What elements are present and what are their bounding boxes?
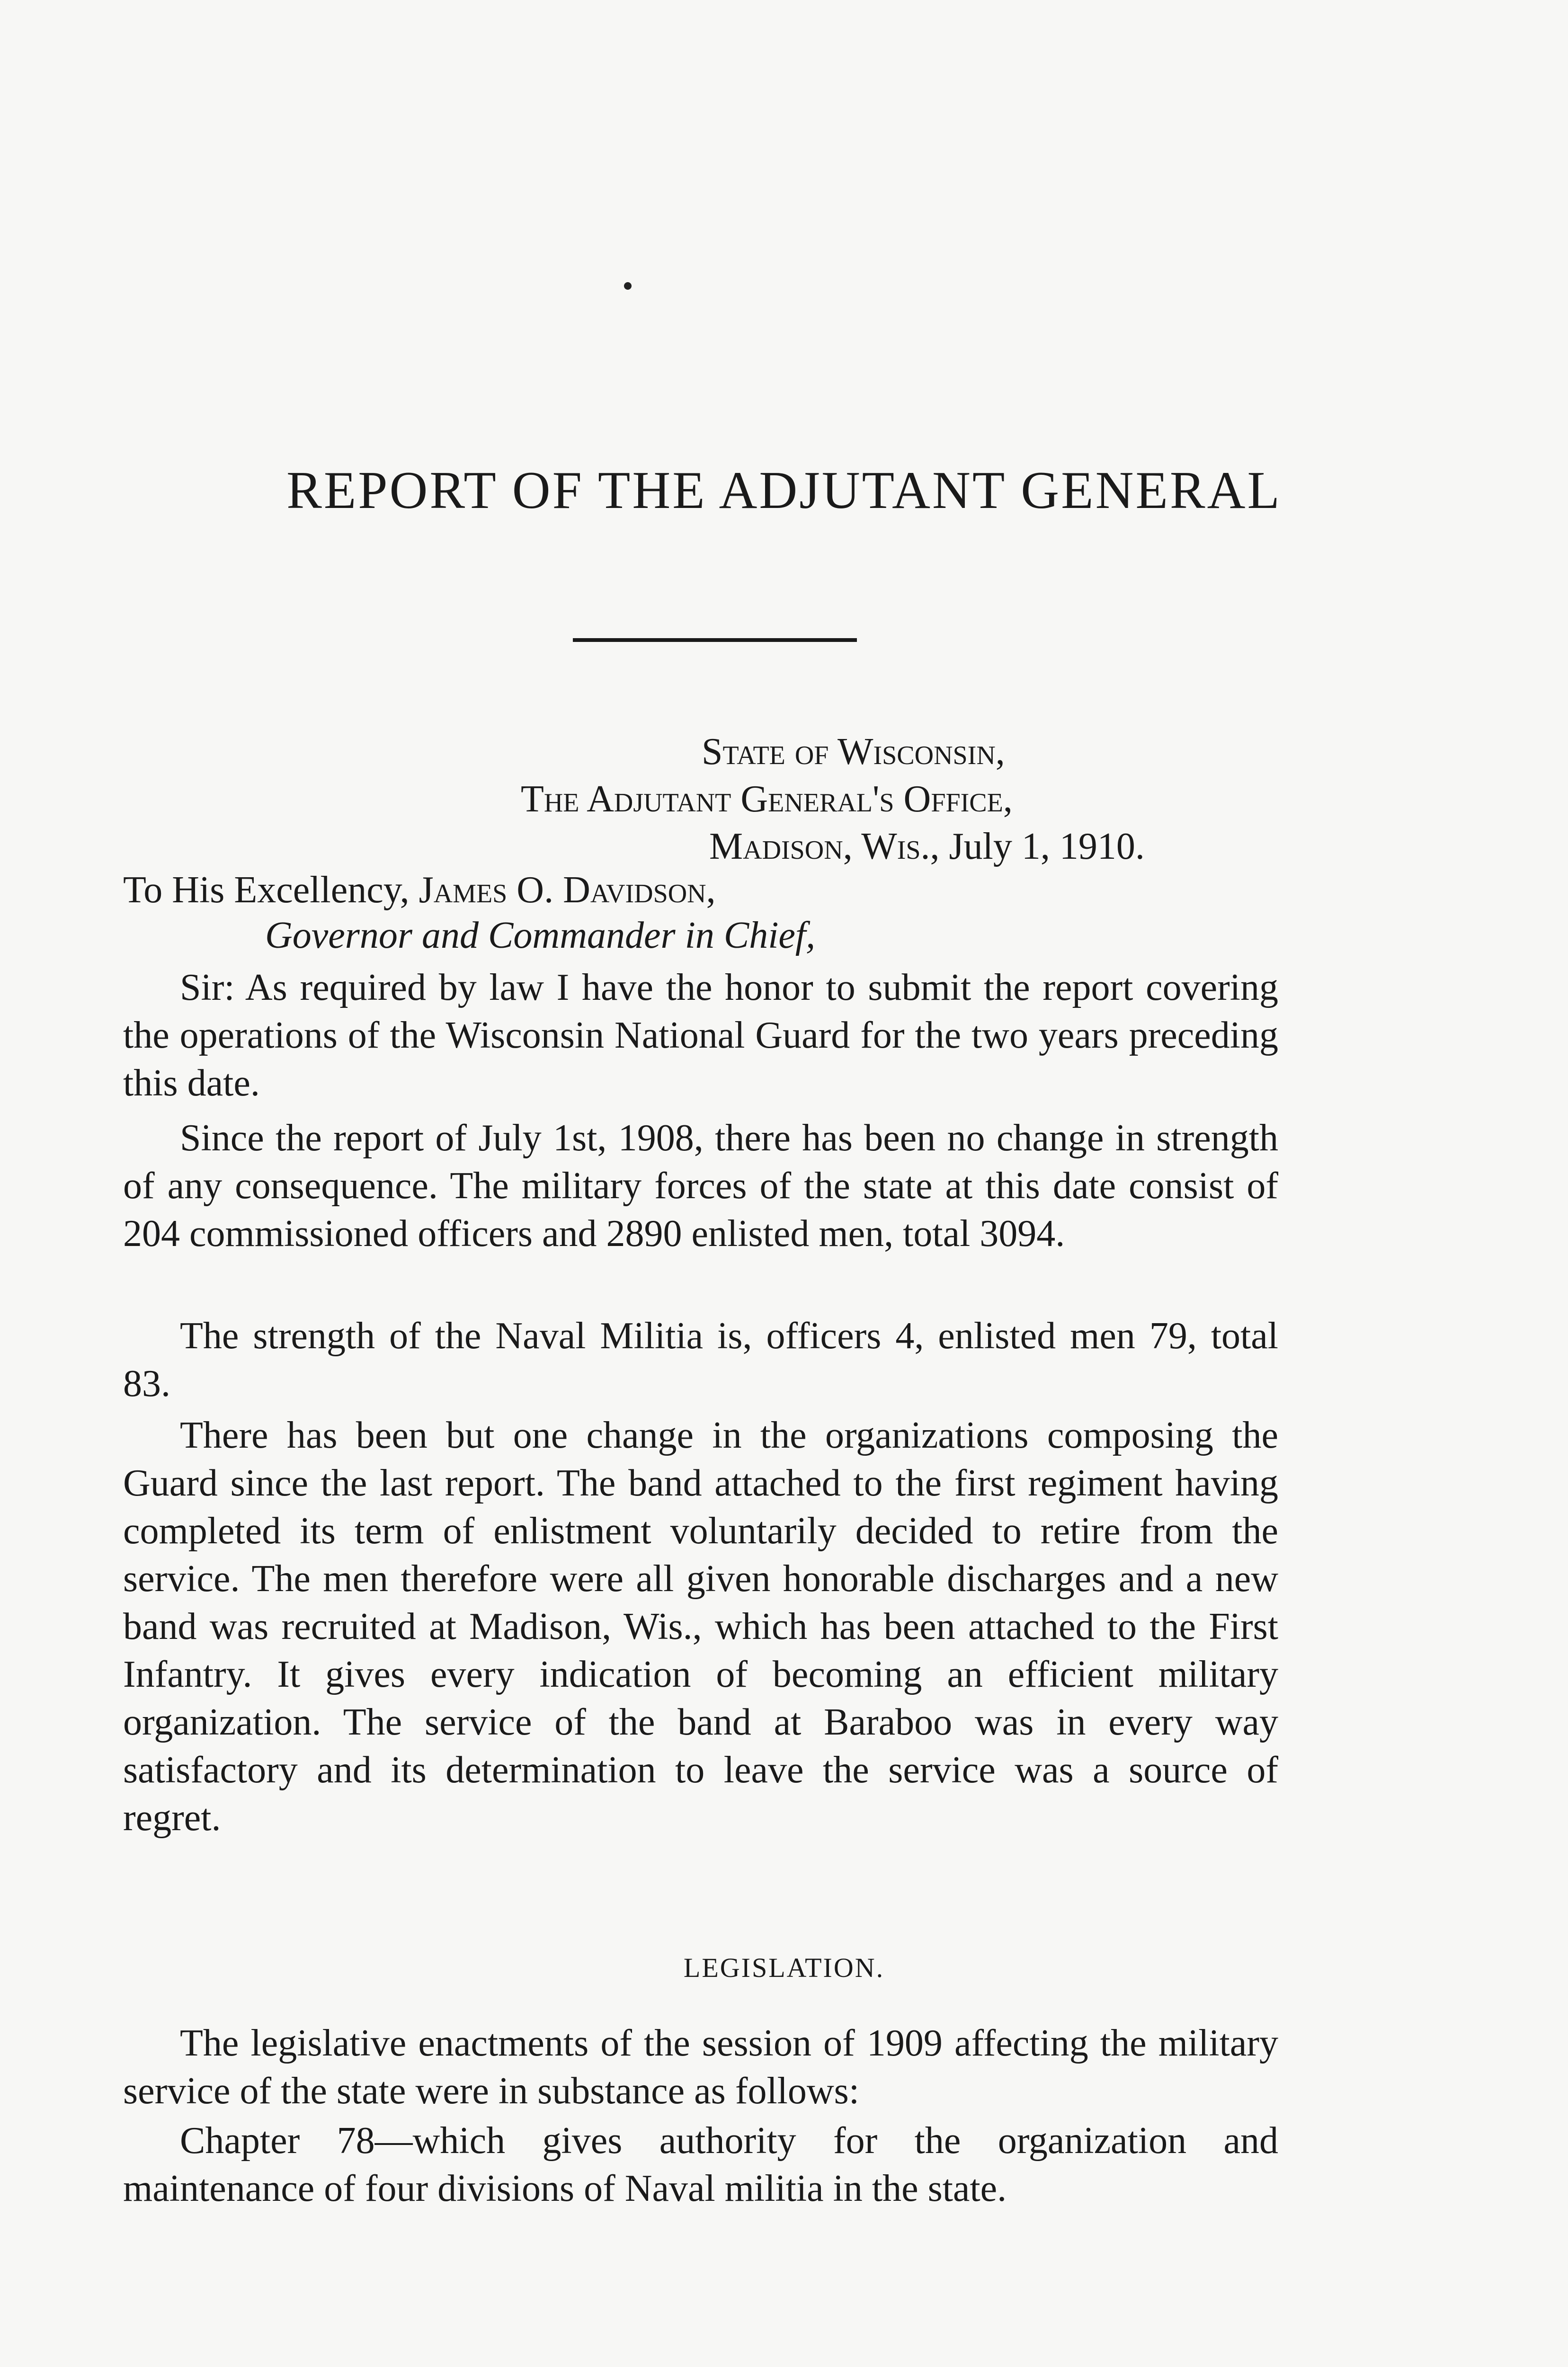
- legislation-heading: LEGISLATION.: [683, 1952, 885, 1983]
- body-paragraph-1: Sir: As required by law I have the honor to submit the report covering the operations of the Wisconsin National Guard for the two years preceding this date.: [123, 967, 1278, 1104]
- header-place: Madison, Wis.,: [709, 826, 940, 867]
- body-paragraph-3: The strength of the Naval Militia is, officers 4, enlisted men 79, total 83.: [123, 1315, 1278, 1405]
- body-paragraph-4: There has been but one change in the organizations composing the Guard since the last report. The band attached to the first regiment having completed its term of enlistment voluntarily decided to retire from the service. The men therefore were all given honorable discharges and a new band was recruited at Madison, Wis., which has been attached to the First Infantry. It gives every indication of becoming an efficient military organization. The service of the band at Baraboo was in every way satisfactory and its determination to leave the service was a source of regret.: [123, 1415, 1278, 1839]
- salutation-line: [123, 871, 716, 909]
- page-speck: [624, 282, 632, 290]
- title-divider: [573, 638, 857, 642]
- page-title: REPORT OF THE ADJUTANT GENERAL: [286, 461, 1282, 520]
- body-paragraph-2: Since the report of July 1st, 1908, there has been no change in strength of any consequence. The military forces of the state at this date consist of 204 commissioned officers and 2890 enlisted men, total 3094.: [123, 1117, 1278, 1255]
- salutation-to: To His Excellency,: [123, 869, 410, 911]
- header-date: July 1, 1910.: [949, 826, 1145, 867]
- header-state: State of Wisconsin,: [702, 731, 1005, 773]
- legislation-paragraph-2: Chapter 78—which gives authority for the organization and maintenance of four divisions of Naval militia in the state.: [123, 2120, 1278, 2209]
- salutation-role: Governor and Commander in Chief,: [265, 915, 816, 956]
- legislation-paragraph-1: The legislative enactments of the session of 1909 affecting the military service of the state were in substance as follows:: [123, 2022, 1278, 2112]
- header-office: The Adjutant General's Office,: [521, 778, 1013, 820]
- header-place-date: [709, 828, 1145, 865]
- salutation-name: James O. Davidson,: [419, 869, 716, 911]
